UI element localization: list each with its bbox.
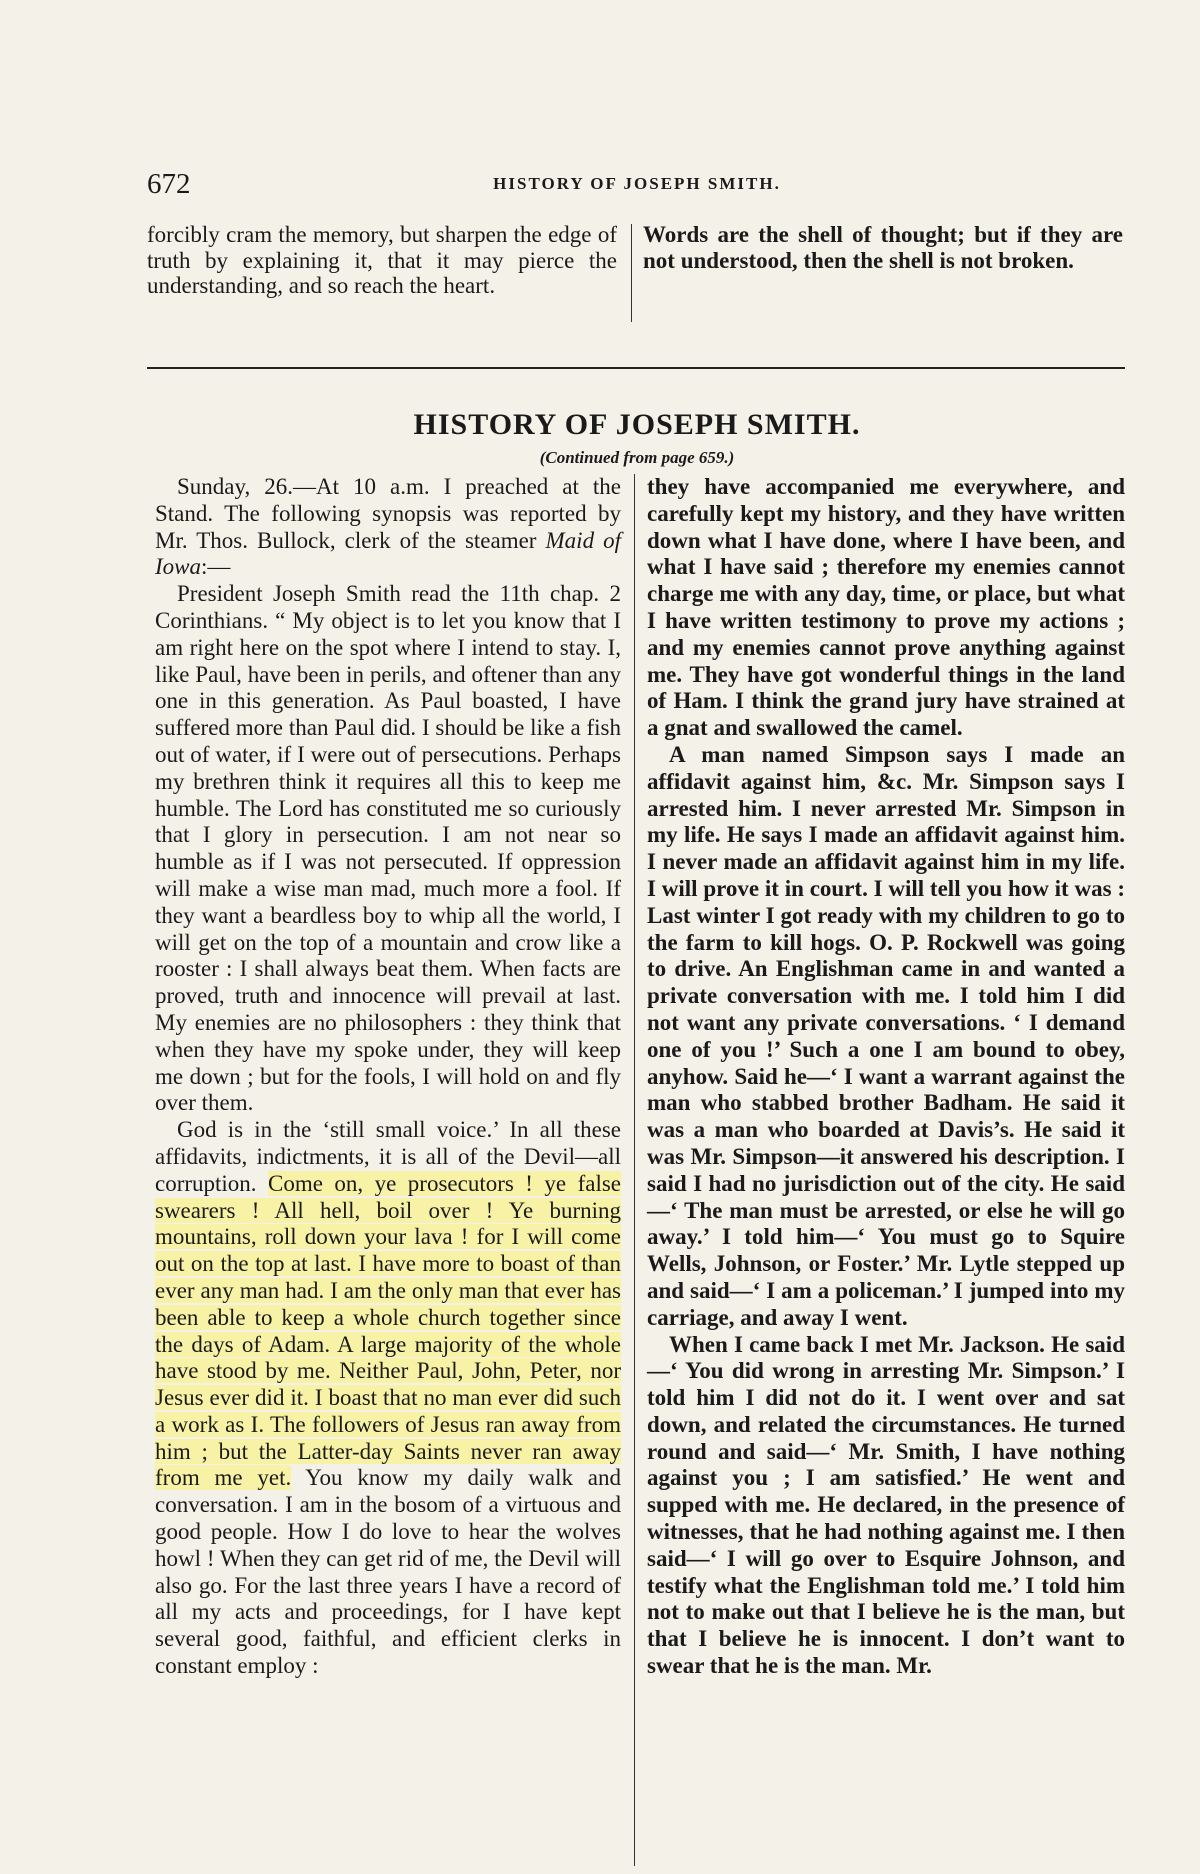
text-span: :— bbox=[201, 554, 231, 580]
running-head bbox=[147, 168, 1127, 208]
column-divider bbox=[631, 224, 632, 322]
paragraph bbox=[155, 474, 621, 581]
running-title: HISTORY OF JOSEPH SMITH. bbox=[493, 174, 781, 193]
steamer-name: Maid of Iowa bbox=[155, 527, 621, 580]
text-span: Sunday, 26.—At 10 a.m. I preached at the Stand. The following synopsis was reported by Mr. Thos. Bullock, clerk of the steamer bbox=[155, 474, 621, 553]
paragraph: they have accompanied me everywhere, and carefully kept my history, and they have written down what I have done, where I have been, and what I have said ; therefore my enemies cannot charge me with any day, time, or place, but what I have written testimony to prove my actions ; and my enemies cannot prove anything against me. They have got wonderful things in the land of Ham. I think the grand jury have strained at a gnat and swallowed the camel. bbox=[647, 474, 1125, 741]
column-divider bbox=[634, 474, 635, 1866]
page-number: 672 bbox=[147, 168, 191, 200]
paragraph: When I came back I met Mr. Jackson. He said—‘ You did wrong in arresting Mr. Simpson.’ I told him I did not do it. I went over and sat down, and related the circumstances. He turned round and said—‘ Mr. Smith, I have nothing against you ; I am satisfied.’ He went and supped with me. He declared, in the presence of witnesses, that he had nothing against me. I then said—‘ I will go over to Esquire Johnson, and testify what the Englishman told me.’ I told him not to make out that I believe he is the man, but that I believe he is innocent. I don’t want to swear that he is the man. Mr. bbox=[647, 1331, 1125, 1679]
paragraph: President Joseph Smith read the 11th chap. 2 Corinthians. “ My object is to let you know that I am right here on the spot where I intend to stay. I, like Paul, have been in perils, and oftener than any one in this generation. As Paul boasted, I have suffered more than Paul did. I should be like a fish out of water, if I were out of persecutions. Perhaps my brethren think it requires all this to keep me humble. The Lord has constituted me so curiously that I glory in persecution. I am not near so humble as if I was not persecuted. If oppression will make a wise man mad, much more a fool. If they want a beardless boy to whip all the world, I will get on the top of a mountain and crow like a rooster : I shall always beat them. When facts are proved, truth and innocence will prevail at last. My enemies are no philosophers : they think that when they have my spoke under, they will keep me down ; but for the fools, I will hold on and fly over them. bbox=[155, 581, 621, 1116]
section-divider bbox=[147, 367, 1125, 369]
right-column bbox=[647, 474, 1125, 1680]
highlighted-passage: Come on, ye prosecutors ! ye false swearers ! All hell, boil over ! Ye burning mountains, roll down your lava ! for I will come out on the top at last. I have more to boast of than ever any man had. I am the only man that ever has been able to keep a whole church together since the days of Adam. A large majority of the whole have stood by me. Neither Paul, John, Peter, nor Jesus ever did it. I boast that no man ever did such a work as I. The followers of Jesus ran away from him ; but the Latter-day Saints never ran away from me yet. bbox=[155, 1170, 621, 1491]
text-span: You know my daily walk and conversation. I am in the bosom of a virtuous and good people. How I do love to hear the wolves howl ! When they can get rid of me, the Devil will also go. For the last three years I have a record of all my acts and proceedings, for I have kept several good, faithful, and efficient clerks in constant employ : bbox=[155, 1465, 621, 1679]
article-title: HISTORY OF JOSEPH SMITH. bbox=[413, 408, 861, 441]
left-column bbox=[155, 474, 621, 1680]
paragraph bbox=[155, 1117, 621, 1680]
top-continuation bbox=[147, 222, 1127, 332]
continued-note: (Continued from page 659.) bbox=[539, 448, 735, 467]
paragraph: A man named Simpson says I made an affidavit against him, &c. Mr. Simpson says I arrested him. I never arrested Mr. Simpson in my life. He says I made an affidavit against him. I never made an affidavit against him in my life. I will prove it in court. I will tell you how it was : Last winter I got ready with my children to go to the farm to kill hogs. O. P. Rockwell was going to drive. An Englishman came in and wanted a private conversation with me. I told him I did not want any private conversations. ‘ I demand one of you !’ Such a one I am bound to obey, anyhow. Said he—‘ I want a warrant against the man who stabbed brother Badham. He said it was a man who boarded at Davis’s. He said it was Mr. Simpson—it answered his description. I said I had no jurisdiction out of the city. He said—‘ The man must be arrested, or else he will go away.’ I told him—‘ You must go to Squire Wells, Johnson, or Foster.’ Mr. Lytle stepped up and said—‘ I am a policeman.’ I jumped into my carriage, and away I went. bbox=[647, 741, 1125, 1330]
top-right-text: Words are the shell of thought; but if they are not understood, then the shell is not broken. bbox=[643, 222, 1123, 273]
text-span: God is in the ‘still small voice.’ In all these affidavits, indictments, it is all of the Devil—all corruption. bbox=[155, 1117, 621, 1196]
top-left-text: forcibly cram the memory, but sharpen the edge of truth by explaining it, that it may pierce the understanding, and so reach the heart. bbox=[147, 222, 617, 298]
